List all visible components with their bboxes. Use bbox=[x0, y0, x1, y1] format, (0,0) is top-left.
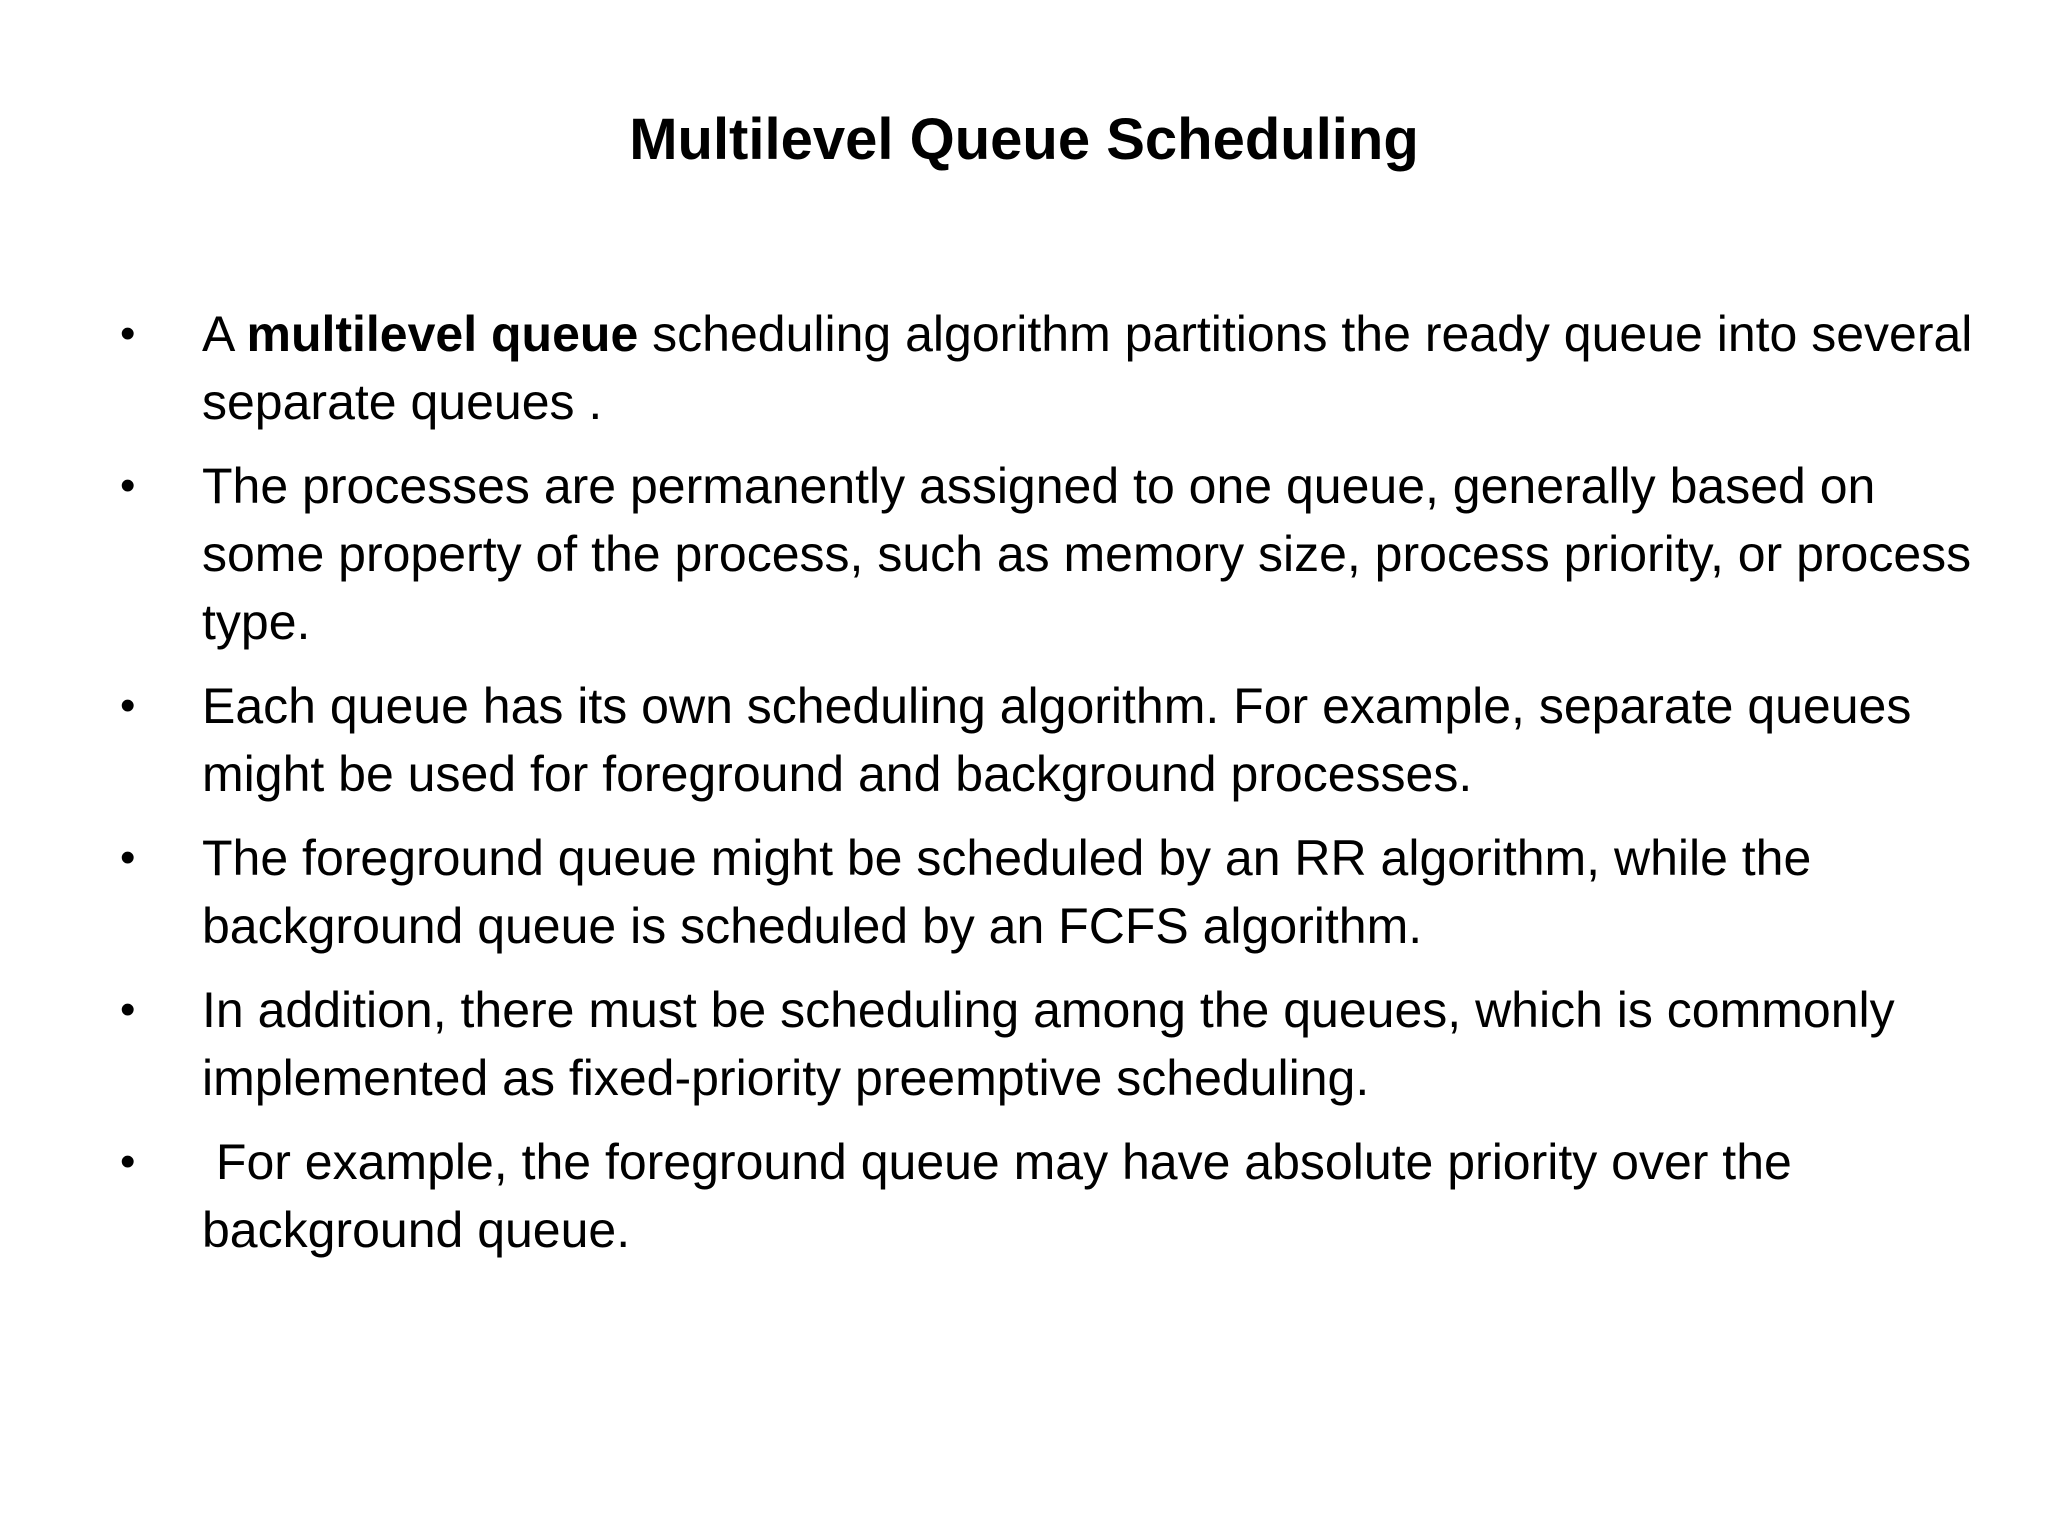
bullet-text: For example, the foreground queue may have absolute priority over the background queue. bbox=[202, 1134, 1806, 1258]
bullet-item-4 bbox=[120, 824, 1980, 960]
bullet-text: In addition, there must be scheduling among the queues, which is commonly implemented as fixed-priority preemptive scheduling. bbox=[202, 982, 1895, 1106]
bullet-icon: • bbox=[120, 461, 136, 510]
bullet-item-5 bbox=[120, 976, 1980, 1112]
bullet-text-bold-term: multilevel queue bbox=[246, 306, 639, 362]
bullet-item-6 bbox=[120, 1128, 1980, 1264]
bullet-list bbox=[120, 300, 1980, 1280]
bullet-text: The processes are permanently assigned to one queue, generally based on some property of the process, such as memory size, process priority, or process type. bbox=[202, 458, 1972, 650]
bullet-item-2 bbox=[120, 452, 1980, 656]
bullet-text-suffix: scheduling algorithm partitions the ready queue into several separate queues . bbox=[202, 306, 1973, 430]
bullet-item-3 bbox=[120, 672, 1980, 808]
bullet-icon: • bbox=[120, 833, 136, 882]
bullet-text: The foreground queue might be scheduled by an RR algorithm, while the background queue is scheduled by an FCFS algorithm. bbox=[202, 830, 1812, 954]
bullet-icon: • bbox=[120, 1137, 136, 1186]
bullet-icon: • bbox=[120, 309, 136, 358]
slide-title: Multilevel Queue Scheduling bbox=[629, 107, 1419, 172]
bullet-text bbox=[202, 306, 1972, 430]
bullet-text-prefix: A bbox=[202, 306, 247, 362]
bullet-icon: • bbox=[120, 681, 136, 730]
bullet-icon: • bbox=[120, 985, 136, 1034]
bullet-text: Each queue has its own scheduling algorithm. For example, separate queues might be used for foreground and background processes. bbox=[202, 678, 1912, 802]
bullet-item-1 bbox=[120, 300, 1980, 436]
